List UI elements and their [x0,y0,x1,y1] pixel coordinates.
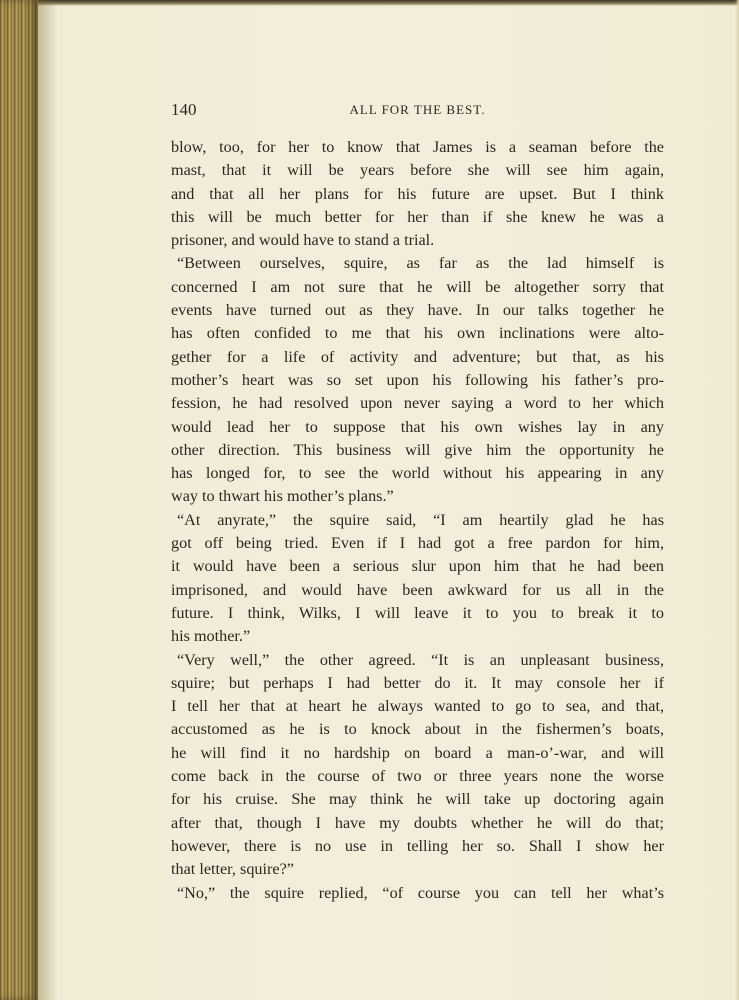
text-line: imprisoned, and would have been awkward for us all in the [171,580,664,599]
text-line: has often confided to me that his own inclinations were alto- [171,324,664,343]
text-line: accustomed as he is to knock about in the fishermen’s boats, [171,720,664,739]
text-line: after that, though I have my doubts whether he will do that; [171,813,664,832]
text-line: mast, that it will be years before she will see him again, [171,161,664,180]
text-line: got off being tried. Even if I had got a free pardon for him, [171,534,664,553]
text-line: this will be much better for her than if she knew he was a [171,207,664,226]
text-line: for his cruise. She may think he will take up doctoring again [171,790,664,809]
text-line: I tell her that at heart he always wanted to go to sea, and that, [171,697,664,716]
page-top-edge [0,0,739,6]
text-line: his mother.” [171,627,251,646]
book-spine-binding [0,0,38,1000]
gutter-shadow [38,0,58,1000]
running-header [171,100,664,122]
text-line: that letter, squire?” [171,860,294,879]
text-line: “At anyrate,” the squire said, “I am heartily glad he has [177,510,664,529]
text-line: “Between ourselves, squire, as far as the lad himself is [177,254,664,273]
text-line: has longed for, to see the world without his appearing in any [171,464,664,483]
text-line: concerned I am not sure that he will be altogether sorry that [171,277,664,296]
text-line: it would have been a serious slur upon him that he had been [171,557,664,576]
page-number: 140 [171,100,197,119]
text-line: blow, too, for her to know that James is a seaman before the [171,138,664,156]
text-line: events have turned out as they have. In our talks together he [171,301,664,320]
text-line: he will find it no hardship on board a man-o’-war, and will [171,743,664,762]
text-line: fession, he had resolved upon never saying a word to her which [171,394,664,413]
running-title: ALL FOR THE BEST. [349,102,486,117]
text-line: gether for a life of activity and adventure; but that, as his [171,347,664,366]
text-line: “Very well,” the other agreed. “It is an unpleasant business, [177,650,664,669]
text-line: however, there is no use in telling her so. Shall I show her [171,836,664,855]
text-line: prisoner, and would have to stand a trial. [171,231,435,250]
text-line: squire; but perhaps I had better do it. It may console her if [171,673,664,692]
text-line: way to thwart his mother’s plans.” [171,487,394,506]
text-line: other direction. This business will give him the opportunity he [171,440,664,459]
text-line: come back in the course of two or three years none the worse [171,767,664,786]
text-line: “No,” the squire replied, “of course you can tell her what’s [177,883,664,902]
text-line: would lead her to suppose that his own wishes lay in any [171,417,664,436]
page-right-edge [735,0,739,1000]
text-line: mother’s heart was so set upon his following his father’s pro- [171,370,664,389]
body-text [171,136,664,905]
text-line: and that all her plans for his future are upset. But I think [171,184,664,203]
text-line: future. I think, Wilks, I will leave it to you to break it to [171,603,664,622]
